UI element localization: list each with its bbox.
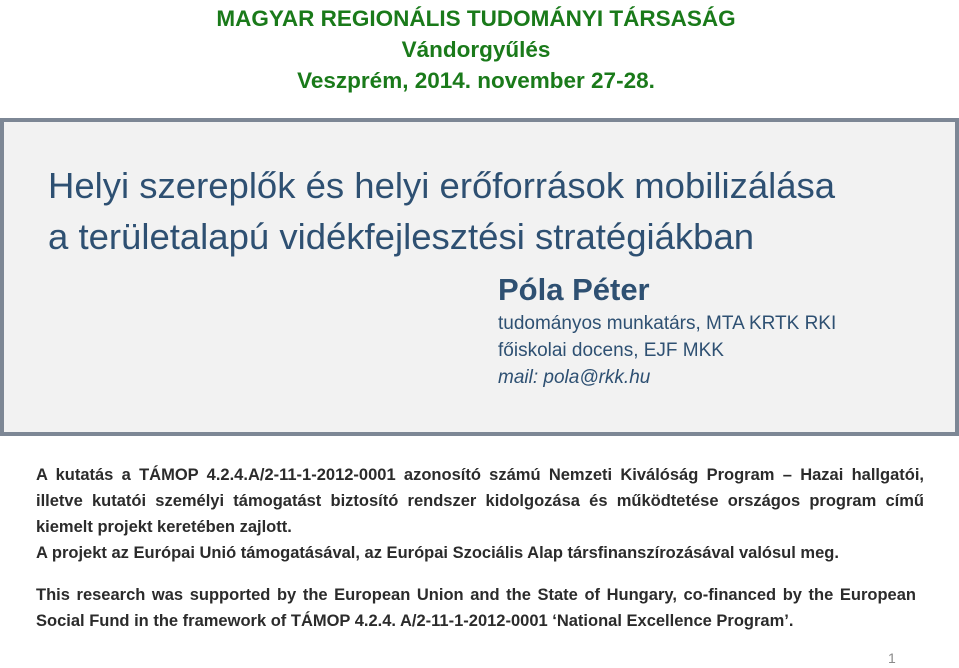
header-event: Vándorgyűlés	[401, 37, 551, 62]
conference-header	[0, 3, 952, 96]
page-number: 1	[888, 650, 896, 666]
funding-paragraph-hu: A kutatás a TÁMOP 4.2.4.A/2-11-1-2012-0001 azonosító számú Nemzeti Kiválóság Program – Hazai hallgatói, illetve kutatói személyi támogatást biztosító rendszer kidolgozása és működtetése országos program című kiemelt projekt keretében zajlott.	[36, 466, 924, 536]
author-email: mail: pola@rkk.hu	[498, 367, 651, 388]
header-date-location: Veszprém, 2014. november 27-28.	[297, 68, 655, 93]
author-role-1: tudományos munkatárs, MTA KRTK RKI	[498, 313, 837, 334]
title-line-1: Helyi szereplők és helyi erőforrások mobilizálása	[48, 165, 836, 206]
funding-paragraph-en: This research was supported by the European Union and the State of Hungary, co-financed by the European Social Fund in the framework of TÁMOP 4.2.4. A/2-11-1-2012-0001 ‘National Excellence Program’.	[36, 586, 916, 630]
title-line-2: a területalapú vidékfejlesztési stratégiákban	[48, 216, 755, 257]
funding-paragraph-hu-2: A projekt az Európai Unió támogatásával, az Európai Szociális Alap társfinanszírozásával valósul meg.	[36, 544, 839, 562]
title-box	[0, 118, 959, 436]
author-block	[498, 270, 938, 391]
header-organization: MAGYAR REGIONÁLIS TUDOMÁNYI TÁRSASÁG	[216, 6, 736, 31]
author-role-2: főiskolai docens, EJF MKK	[498, 340, 724, 361]
author-name: Póla Péter	[498, 272, 650, 307]
presentation-title	[48, 160, 948, 262]
